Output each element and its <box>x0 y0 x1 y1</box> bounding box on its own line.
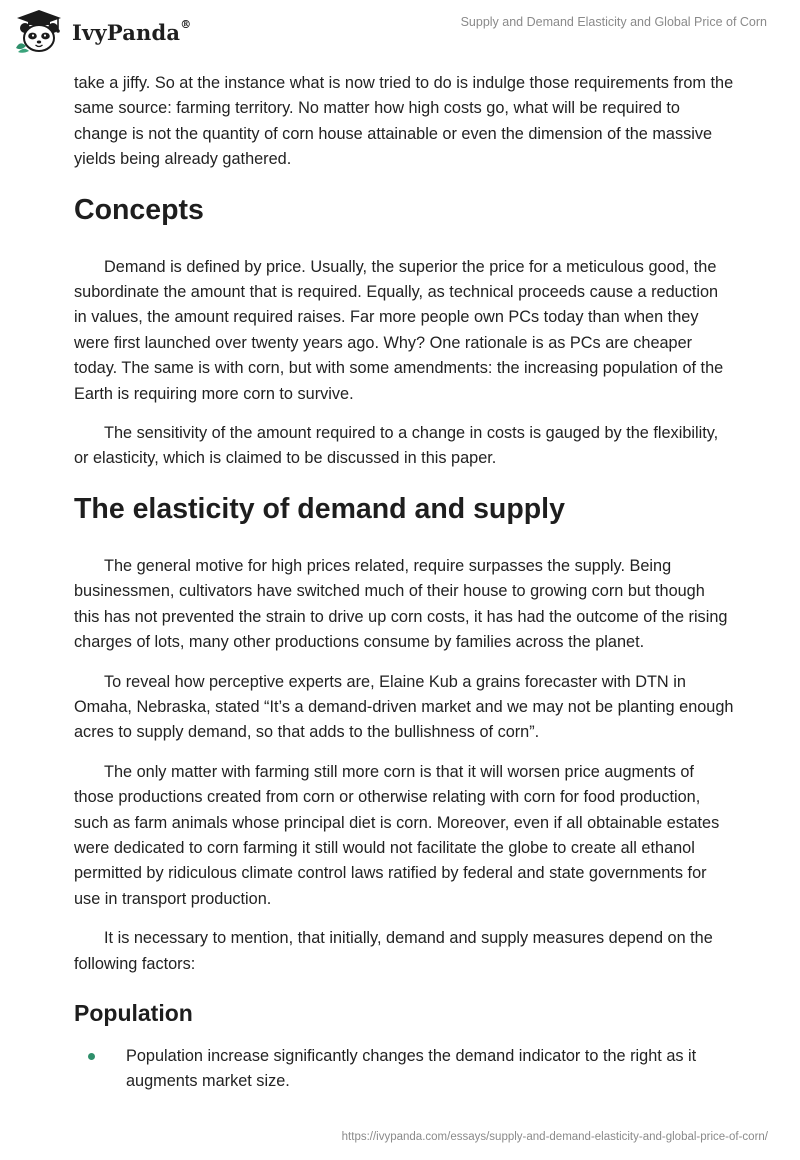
elasticity-paragraph-3: The only matter with farming still more corn is that it will worsen price augments of those productions created from corn or otherwise relating with corn for food production, such as farm animals whose principal diet is corn. Moreover, even if all obtainable estates were dedicated to corn farming it still would not facilitate the globe to create all ethanol permitted by ridiculous climate control laws ratified by federal and state governments for use in transport production. <box>74 762 720 908</box>
elasticity-paragraph-4: It is necessary to mention, that initially, demand and supply measures depend on the following factors: <box>74 929 713 973</box>
concepts-paragraph-2: The sensitivity of the amount required to a change in costs is gauged by the flexibility, or elasticity, which is claimed to be discussed in this paper. <box>74 424 719 468</box>
list-item-text: Population increase significantly changes the demand indicator to the right as it augments market size. <box>126 1046 697 1091</box>
heading-concepts: Concepts <box>74 193 204 226</box>
source-url[interactable]: https://ivypanda.com/essays/supply-and-demand-elasticity-and-global-price-of-corn/ <box>341 1131 768 1143</box>
concepts-paragraph-1: Demand is defined by price. Usually, the superior the price for a meticulous good, the subordinate the amount that is required. Equally, as technical proceeds cause a reduction in values, the amount required raises. Far more people own PCs today than when they were first launched over twenty years ago. Why? One rationale is as PCs are cheaper today. The same is with corn, but with some amendments: the increasing population of the Earth is requiring more corn to survive. <box>74 257 724 403</box>
brand-name-text: IvyPanda <box>72 19 181 45</box>
site-logo[interactable] <box>14 8 191 54</box>
registered-mark: ® <box>180 17 192 31</box>
heading-elasticity: The elasticity of demand and supply <box>74 492 565 525</box>
list-item <box>74 1044 734 1095</box>
heading-population: Population <box>74 999 193 1026</box>
elasticity-paragraph-1: The general motive for high prices related, require surpasses the supply. Being businessmen, cultivators have switched much of their house to growing corn but though this has not prevented the strain to drive up corn costs, it has had the outcome of the rising charges of lots, many other productions consume by families across the planet. <box>74 556 728 652</box>
document-title: Supply and Demand Elasticity and Global Price of Corn <box>460 15 767 29</box>
population-list <box>74 1044 734 1095</box>
brand-name <box>72 17 192 45</box>
elasticity-paragraph-2: To reveal how perceptive experts are, Elaine Kub a grains forecaster with DTN in Omaha, Nebraska, stated “It’s a demand-driven market and we may not be planting enough acres to supply demand, so that adds to the bullishness of corn”. <box>74 672 734 742</box>
intro-paragraph: take a jiffy. So at the instance what is now tried to do is indulge those requirements from the same source: farming territory. No matter how high costs go, what will be required to change is not the quantity of corn house attainable or even the dimension of the massive yields being already gathered. <box>74 74 734 169</box>
bullet-dot-icon <box>88 1053 95 1060</box>
article-body <box>74 71 734 1095</box>
panda-graduate-logo-icon <box>14 8 64 54</box>
